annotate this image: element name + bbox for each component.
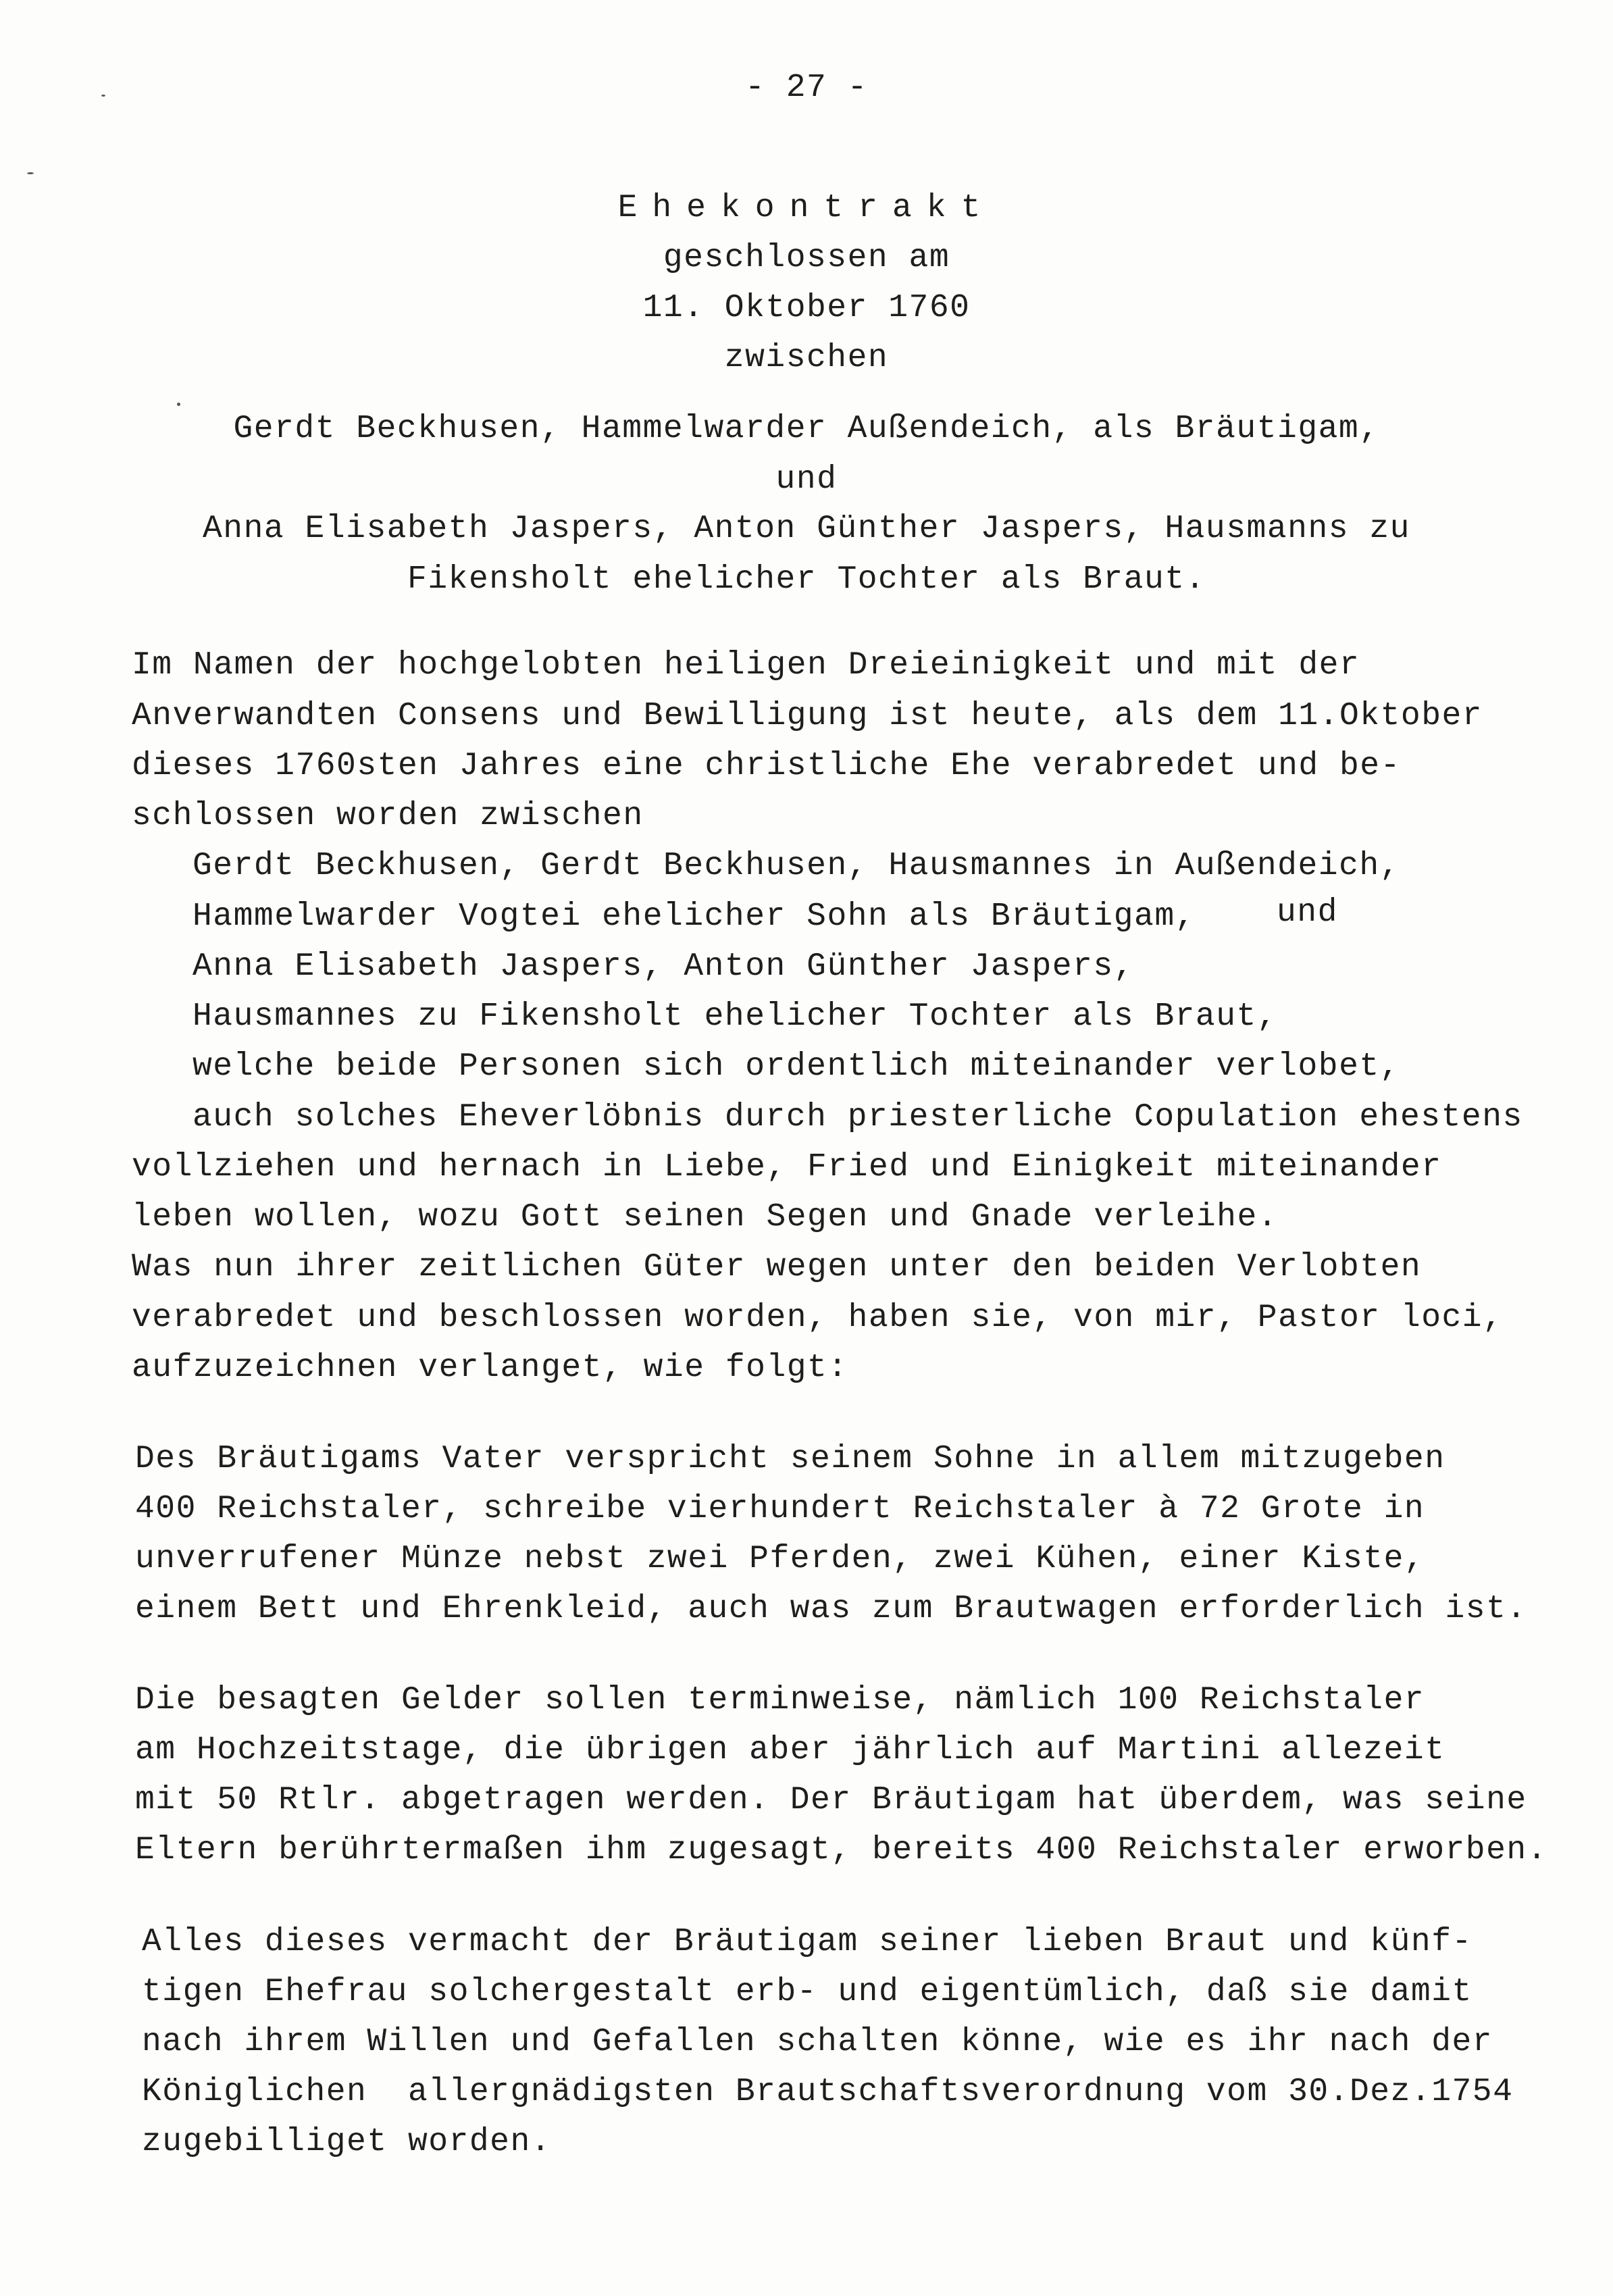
paragraph-1-line: Hausmannes zu Fikensholt ehelicher Tochter als Braut, bbox=[193, 998, 1278, 1035]
paragraph-3-line: Eltern berührtermaßen ihm zugesagt, bereits 400 Reichstaler erworben. bbox=[135, 1832, 1548, 1868]
header-line-between: zwischen bbox=[724, 340, 889, 376]
header-line-date: 11. Oktober 1760 bbox=[642, 290, 971, 326]
paragraph-1-line: leben wollen, wozu Gott seinen Segen und Gnade verleihe. bbox=[132, 1199, 1279, 1235]
paragraph-3-line: mit 50 Rtlr. abgetragen werden. Der Bräutigam hat überdem, was seine bbox=[135, 1782, 1527, 1818]
paragraph-2-line: unverrufener Münze nebst zwei Pferden, zwei Kühen, einer Kiste, bbox=[135, 1541, 1425, 1577]
paragraph-1-line: und bbox=[1277, 894, 1338, 931]
paragraph-1-line: aufzuzeichnen verlanget, wie folgt: bbox=[132, 1350, 848, 1386]
header-line-and: und bbox=[775, 461, 838, 498]
paragraph-3-line: am Hochzeitstage, die übrigen aber jährlich auf Martini allezeit bbox=[135, 1732, 1445, 1768]
header-line-bride: Anna Elisabeth Jaspers, Anton Günther Jaspers, Hausmanns zu bbox=[203, 511, 1410, 547]
paragraph-1-line: Anna Elisabeth Jaspers, Anton Günther Jaspers, bbox=[193, 948, 1135, 985]
document-title: Ehekontrakt bbox=[617, 190, 996, 226]
paragraph-1-line: Hammelwarder Vogtei ehelicher Sohn als Bräutigam, bbox=[193, 898, 1196, 935]
paragraph-1-line: Was nun ihrer zeitlichen Güter wegen unter den beiden Verlobten bbox=[132, 1249, 1422, 1285]
header-line-bride-cont: Fikensholt ehelicher Tochter als Braut. bbox=[407, 561, 1206, 598]
page-number: - 27 - bbox=[745, 70, 868, 106]
paragraph-3-line: Die besagten Gelder sollen terminweise, nämlich 100 Reichstaler bbox=[135, 1682, 1425, 1718]
paragraph-1-line: dieses 1760sten Jahres eine christliche Ehe verabredet und be- bbox=[132, 748, 1401, 784]
header-line-concluded: geschlossen am bbox=[663, 240, 950, 276]
paragraph-1-line: vollziehen und hernach in Liebe, Fried und Einigkeit miteinander bbox=[132, 1149, 1442, 1185]
scan-speck bbox=[101, 95, 105, 97]
paragraph-2-line: 400 Reichstaler, schreibe vierhundert Reichstaler à 72 Grote in bbox=[135, 1491, 1425, 1527]
paragraph-1-line: auch solches Eheverlöbnis durch priesterliche Copulation ehestens bbox=[193, 1099, 1523, 1136]
paragraph-4-line: tigen Ehefrau solchergestalt erb- und eigentümlich, daß sie damit bbox=[142, 1974, 1473, 2010]
scan-speck bbox=[177, 403, 180, 406]
paragraph-1-line: Gerdt Beckhusen, Gerdt Beckhusen, Hausmannes in Außendeich, bbox=[193, 848, 1400, 884]
scan-speck bbox=[27, 172, 34, 174]
paragraph-1-line: welche beide Personen sich ordentlich miteinander verlobet, bbox=[193, 1048, 1400, 1085]
paragraph-4-line: nach ihrem Willen und Gefallen schalten könne, wie es ihr nach der bbox=[142, 2024, 1493, 2060]
paragraph-4-line: Alles dieses vermacht der Bräutigam seiner lieben Braut und künf- bbox=[142, 1924, 1473, 1960]
paragraph-4-line: zugebilliget worden. bbox=[142, 2124, 552, 2160]
paragraph-1-line: schlossen worden zwischen bbox=[132, 798, 644, 834]
paragraph-2-line: einem Bett und Ehrenkleid, auch was zum Brautwagen erforderlich ist. bbox=[135, 1591, 1527, 1627]
paragraph-1-line: Anverwandten Consens und Bewilligung ist heute, als dem 11.Oktober bbox=[132, 698, 1483, 734]
paragraph-1-line: Im Namen der hochgelobten heiligen Dreieinigkeit und mit der bbox=[132, 647, 1360, 684]
paragraph-4-line: Königlichen allergnädigsten Brautschaftsverordnung vom 30.Dez.1754 bbox=[142, 2074, 1514, 2110]
paragraph-1-line: verabredet und beschlossen worden, haben sie, von mir, Pastor loci, bbox=[132, 1300, 1504, 1336]
paragraph-2-line: Des Bräutigams Vater verspricht seinem Sohne in allem mitzugeben bbox=[135, 1441, 1445, 1477]
header-line-groom: Gerdt Beckhusen, Hammelwarder Außendeich, als Bräutigam, bbox=[233, 411, 1380, 447]
